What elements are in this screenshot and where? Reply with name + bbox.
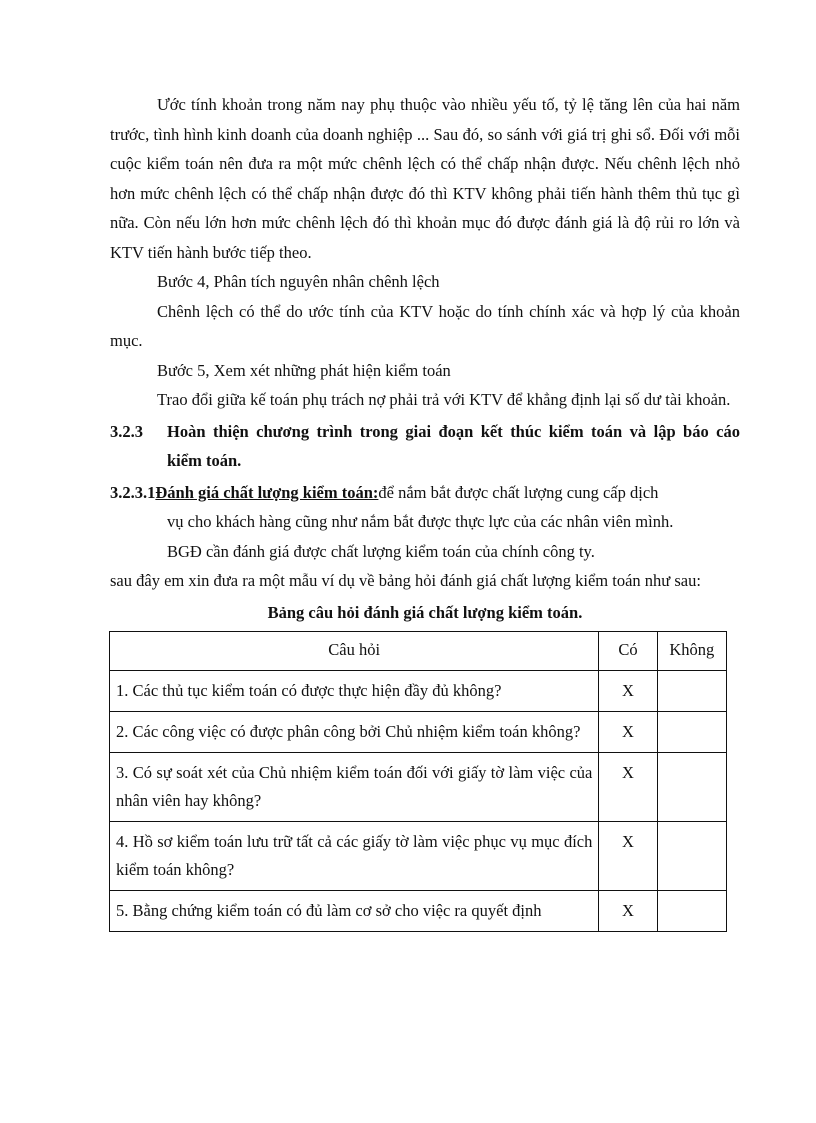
subsection-3-2-3-1 bbox=[110, 478, 740, 508]
paragraph-difference: Chênh lệch có thể do ước tính của KTV hoặc do tính chính xác và hợp lý của khoản mục. bbox=[110, 301, 740, 350]
table-row bbox=[110, 671, 727, 712]
subsection-text-line2: vụ cho khách hàng cũng như nắm bắt được thực lực của các nhân viên mình. bbox=[167, 512, 674, 531]
paragraph-table-intro: sau đây em xin đưa ra một mẫu ví dụ về bảng hỏi đánh giá chất lượng kiểm toán như sau: bbox=[110, 571, 701, 590]
table-title: Bảng câu hỏi đánh giá chất lượng kiểm toán. bbox=[267, 602, 583, 622]
subsection-text-line1: để nắm bắt được chất lượng cung cấp dịch bbox=[378, 482, 659, 502]
row-question: 2. Các công việc có được phân công bởi Chủ nhiệm kiểm toán không? bbox=[110, 712, 599, 753]
paragraph-step5: Bước 5, Xem xét những phát hiện kiểm toán bbox=[157, 360, 451, 380]
section-title-line1: Hoàn thiện chương trình trong giai đoạn kết thúc kiểm toán và lập báo cáo bbox=[167, 421, 740, 441]
row-no bbox=[657, 671, 726, 712]
subsection-title: Đánh giá chất lượng kiểm toán: bbox=[155, 482, 379, 502]
row-no bbox=[657, 712, 726, 753]
table-header-row bbox=[110, 632, 727, 671]
section-heading-3-2-3 bbox=[110, 417, 740, 476]
section-number: 3.2.3 bbox=[110, 421, 143, 441]
row-question: 3. Có sự soát xét của Chủ nhiệm kiểm toán đối với giấy tờ làm việc của nhân viên hay không? bbox=[110, 753, 599, 822]
subsection-number: 3.2.3.1 bbox=[110, 482, 156, 502]
row-yes: X bbox=[599, 671, 657, 712]
section-title bbox=[167, 417, 740, 476]
question-table bbox=[109, 631, 727, 932]
table-row bbox=[110, 891, 727, 932]
paragraph-step4: Bước 4, Phân tích nguyên nhân chênh lệch bbox=[157, 272, 440, 291]
header-no: Không bbox=[657, 632, 726, 671]
row-yes: X bbox=[599, 891, 657, 932]
row-question: 5. Bằng chứng kiểm toán có đủ làm cơ sở cho việc ra quyết định bbox=[110, 891, 599, 932]
section-title-line2: kiểm toán. bbox=[167, 451, 242, 470]
subsection-text-line3: BGĐ cần đánh giá được chất lượng kiểm toán của chính công ty. bbox=[167, 541, 595, 561]
row-question: 1. Các thủ tục kiểm toán có được thực hiện đầy đủ không? bbox=[110, 671, 599, 712]
paragraph-exchange: Trao đổi giữa kế toán phụ trách nợ phải trả với KTV để khẳng định lại số dư tài khoản. bbox=[157, 390, 731, 409]
header-yes: Có bbox=[599, 632, 657, 671]
row-no bbox=[657, 822, 726, 891]
row-yes: X bbox=[599, 712, 657, 753]
table-row bbox=[110, 753, 727, 822]
table-row bbox=[110, 822, 727, 891]
row-yes: X bbox=[599, 753, 657, 822]
row-question: 4. Hồ sơ kiểm toán lưu trữ tất cả các giấy tờ làm việc phục vụ mục đích kiểm toán không? bbox=[110, 822, 599, 891]
table-row bbox=[110, 712, 727, 753]
row-no bbox=[657, 891, 726, 932]
header-question: Câu hỏi bbox=[110, 632, 599, 671]
document-page bbox=[110, 90, 740, 932]
paragraph-estimate: Ước tính khoản trong năm nay phụ thuộc vào nhiều yếu tố, tỷ lệ tăng lên của hai năm trước, tình hình kinh doanh của doanh nghiệp ... Sau đó, so sánh với giá trị ghi sổ. Đối với mỗi cuộc kiểm toán nên đưa ra một mức chênh lệch có thể chấp nhận được. Nếu chênh lệch nhỏ hơn mức chênh lệch có thể chấp nhận được đó thì KTV không phải tiến hành thêm thủ tục gì nữa. Còn nếu lớn hơn mức chênh lệch đó thì khoản mục đó được đánh giá là độ rủi ro lớn và KTV tiến hành bước tiếp theo. bbox=[110, 95, 740, 262]
row-yes: X bbox=[599, 822, 657, 891]
row-no bbox=[657, 753, 726, 822]
